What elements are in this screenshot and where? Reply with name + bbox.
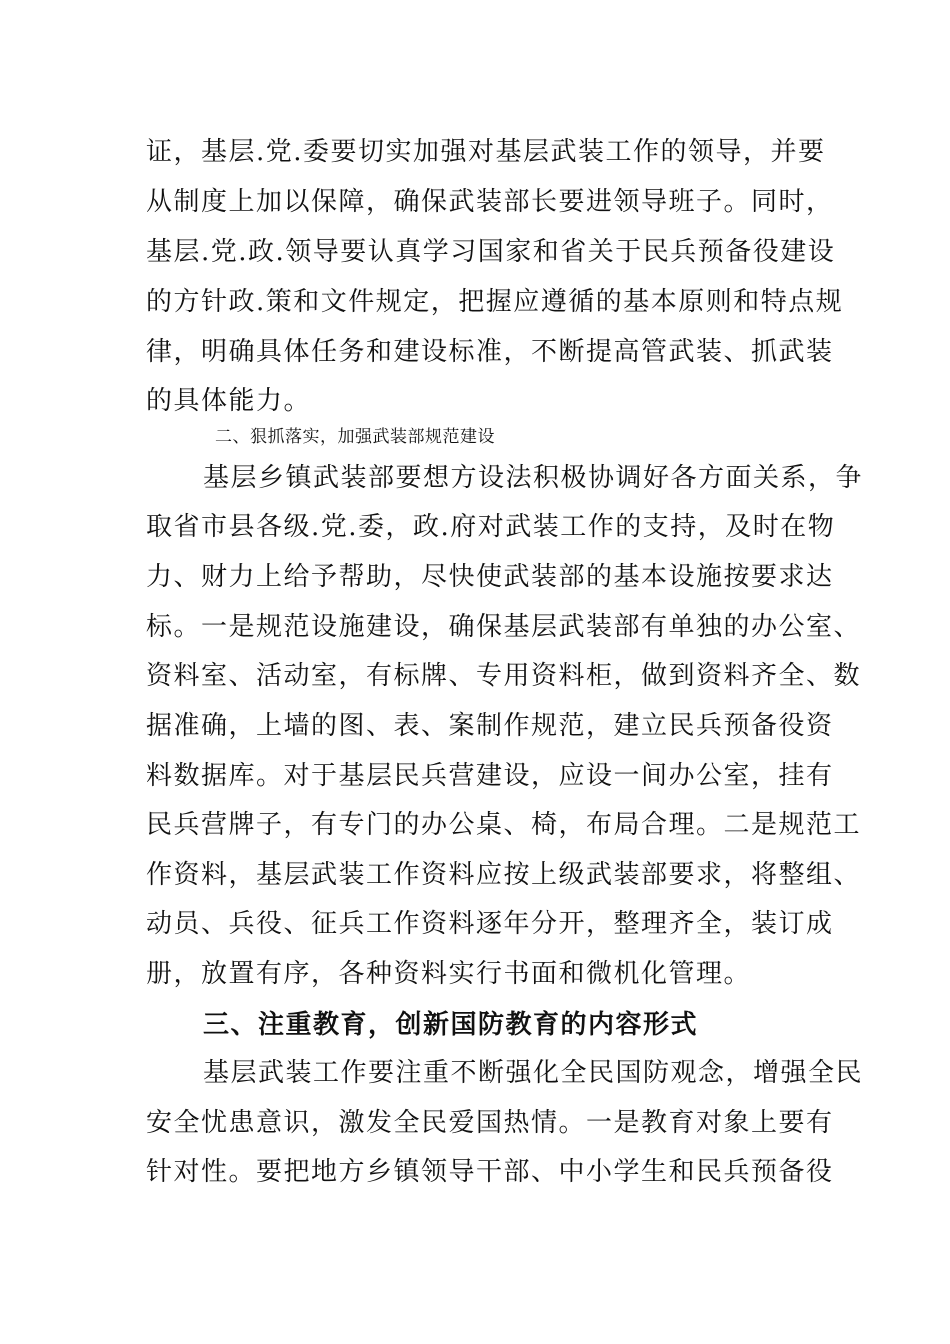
- paragraph-line: 针对性。要把地方乡镇领导干部、中小学生和民兵预备役: [146, 1157, 834, 1187]
- paragraph-line: 资料室、活动室，有标牌、专用资料柜，做到资料齐全、数: [146, 661, 862, 691]
- paragraph-line: 民兵营牌子，有专门的办公桌、椅，布局合理。二是规范工: [146, 810, 862, 840]
- paragraph-line: 从制度上加以保障，确保武装部长要进领导班子。同时，: [146, 187, 834, 217]
- paragraph-line: 的方针政.策和文件规定，把握应遵循的基本原则和特点规: [146, 287, 844, 317]
- paragraph-line: 基层武装工作要注重不断强化全民国防观念，增强全民: [203, 1058, 864, 1088]
- paragraph-line: 册，放置有序，各种资料实行书面和微机化管理。: [146, 959, 752, 989]
- paragraph-line: 据准确，上墙的图、表、案制作规范，建立民兵预备役资: [146, 711, 834, 741]
- paragraph-line: 作资料，基层武装工作资料应按上级武装部要求，将整组、: [146, 860, 862, 890]
- paragraph-line: 的具体能力。: [146, 386, 312, 416]
- paragraph-line: 基层乡镇武装部要想方设法积极协调好各方面关系，争: [203, 463, 864, 493]
- paragraph-line: 动员、兵役、征兵工作资料逐年分开，整理齐全，装订成: [146, 909, 834, 939]
- paragraph-line: 基层.党.政.领导要认真学习国家和省关于民兵预备役建设: [146, 237, 836, 267]
- paragraph-line: 力、财力上给予帮助，尽快使武装部的基本设施按要求达: [146, 562, 834, 592]
- paragraph-line: 料数据库。对于基层民兵营建设，应设一间办公室，挂有: [146, 761, 834, 791]
- paragraph-line: 安全忧患意识，激发全民爱国热情。一是教育对象上要有: [146, 1108, 834, 1138]
- paragraph-line: 标。一是规范设施建设，确保基层武装部有单独的办公室、: [146, 612, 862, 642]
- paragraph-line: 律，明确具体任务和建设标准，不断提高管武装、抓武装: [146, 337, 834, 367]
- paragraph-line: 取省市县各级.党.委，政.府对武装工作的支持，及时在物: [146, 512, 836, 542]
- paragraph-line: 证，基层.党.委要切实加强对基层武装工作的领导，并要: [146, 137, 826, 167]
- section-heading: 三、注重教育，创新国防教育的内容形式: [203, 1010, 699, 1040]
- section-heading: 二、狠抓落实，加强武装部规范建设: [215, 427, 495, 447]
